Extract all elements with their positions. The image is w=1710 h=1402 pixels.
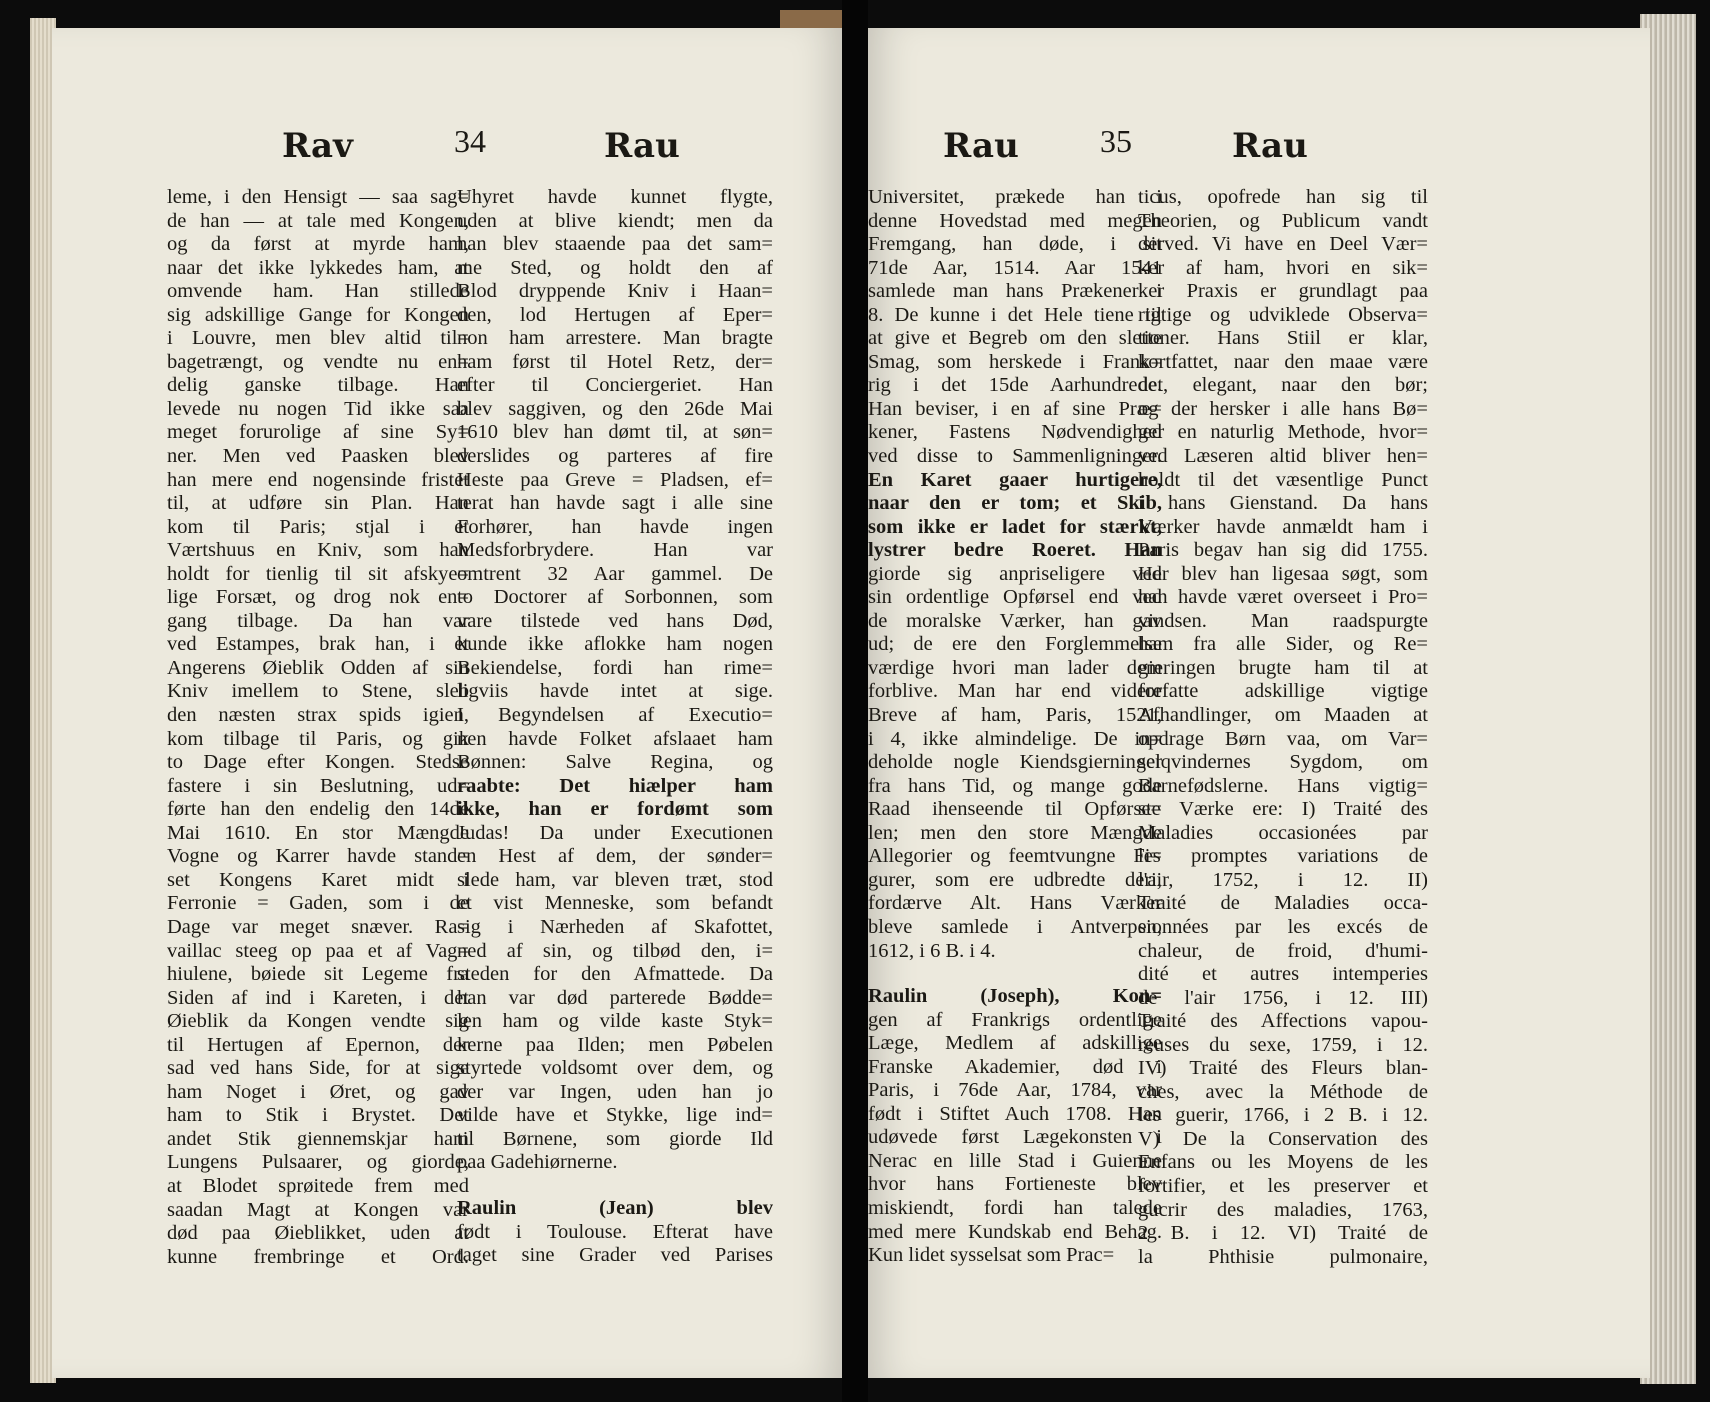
text-line: førte han den endelig den 14de: [167, 798, 469, 821]
text-line: ker Praxis er grundlagt paa: [1138, 280, 1428, 303]
text-line: Medsforbrydere. Han var: [457, 539, 773, 562]
text-line: me Sted, og holdt den af: [457, 256, 773, 279]
text-line: til Hertugen af Epernon, der: [167, 1033, 469, 1056]
text-line: sionnées par les excés de: [1138, 915, 1428, 938]
text-line: efter til Conciergeriet. Han: [457, 374, 773, 397]
text-line: denne Hovedstad med megen: [868, 209, 1162, 232]
text-line: at Blodet sprøitede frem med: [167, 1174, 469, 1197]
text-line: Breve af ham, Paris, 1521,: [868, 704, 1162, 727]
entry-raulin-jean-continued: [868, 186, 1162, 963]
text-line: kortfattet, naar den maae være: [1138, 350, 1428, 373]
text-line: Dage var meget snæver. Ra=: [167, 915, 469, 938]
left-page-column-2: [457, 186, 773, 1268]
text-line: Allegorier og feemtvungne Fi=: [868, 845, 1162, 868]
text-line: vare tilstede ved hans Død,: [457, 609, 773, 632]
text-line: ham først til Hotel Retz, der=: [457, 350, 773, 373]
text-line: Paris begav han sig did 1755.: [1138, 539, 1428, 562]
text-line: til, at udføre sin Plan. Han: [167, 492, 469, 515]
text-line: den, lod Hertugen af Eper=: [457, 303, 773, 326]
book-gutter: [842, 0, 868, 1402]
text-line: kom tilbage til Paris, og gik: [167, 727, 469, 750]
text-line: styrtede voldsomt over dem, og: [457, 1057, 773, 1080]
text-line: lige Forsæt, og drog nok en=: [167, 586, 469, 609]
text-line: steden for den Afmattede. Da: [457, 963, 773, 986]
text-line: sin ordentlige Opførsel end ved: [868, 586, 1162, 609]
text-line: kener, Fastens Nødvendighed: [868, 421, 1162, 444]
text-line: ticus, opofrede han sig til: [1138, 186, 1428, 208]
text-line: død paa Øieblikket, uden at: [167, 1222, 469, 1245]
text-line: Judas! Da under Executionen: [457, 821, 773, 844]
text-line: Her blev han ligesaa søgt, som: [1138, 562, 1428, 585]
text-line: la Phthisie pulmonaire,: [1138, 1245, 1428, 1268]
text-line: to Dage efter Kongen. Stedse: [167, 751, 469, 774]
text-line: omvende ham. Han stillede: [167, 280, 469, 303]
text-line: de l'air 1756, i 12. III): [1138, 986, 1428, 1009]
text-line: Paris, i 76de Aar, 1784, var: [868, 1079, 1162, 1102]
left-page-header-right: Rau: [604, 126, 680, 166]
text-line: ved Estampes, brak han, i et: [167, 633, 469, 656]
text-line: uden at blive kiendt; men da: [457, 209, 773, 232]
text-line: l'air, 1752, i 12. II): [1138, 868, 1428, 891]
text-line: giorde sig anpriseligere ved: [868, 562, 1162, 585]
text-line: derslides og parteres af fire: [457, 445, 773, 468]
text-line: omtrent 32 Aar gammel. De: [457, 562, 773, 585]
text-line: Raulin (Joseph), Kon=: [868, 985, 1162, 1008]
text-line: andet Stik giennemskjar ham: [167, 1127, 469, 1150]
text-line: non ham arrestere. Man bragte: [457, 327, 773, 350]
text-line: Barnefødslerne. Hans vigtig=: [1138, 774, 1428, 797]
text-line: Heste paa Greve = Pladsen, ef=: [457, 468, 773, 491]
text-line: lystrer bedre Roeret. Han: [868, 539, 1162, 562]
text-line: i 4, ikke almindelige. De in=: [868, 727, 1162, 750]
text-line: Smag, som herskede i Frank=: [868, 350, 1162, 373]
text-line: Kniv imellem to Stene, sleb: [167, 680, 469, 703]
text-line: med mere Kundskab end Behag.: [868, 1220, 1162, 1243]
text-line: Theorien, og Publicum vandt: [1138, 209, 1428, 232]
text-line: set Kongens Karet midt i: [167, 868, 469, 891]
text-line: 1612, i 6 B. i 4.: [868, 939, 996, 962]
text-line: deholde nogle Kiendsgierninger: [868, 751, 1162, 774]
text-line: Forhører, han havde ingen: [457, 515, 773, 538]
text-line: dité et autres intemperies: [1138, 963, 1428, 986]
text-line: hvor hans Fortieneste blev: [868, 1173, 1162, 1196]
text-line: Raad ihenseende til Opførse=: [868, 798, 1162, 821]
text-line: Ferronie = Gaden, som i de: [167, 892, 469, 915]
entry-raulin-jean: [457, 1197, 773, 1268]
text-line: taget sine Grader ved Parises: [457, 1244, 773, 1267]
text-line: fordærve Alt. Hans Værker: [868, 892, 1162, 915]
text-line: gen af Frankrigs ordentlige: [868, 1008, 1162, 1031]
text-line: slede ham, var bleven træt, stod: [457, 868, 773, 891]
text-line: Bekiendelse, fordi han rime=: [457, 656, 773, 679]
text-line: 71de Aar, 1514. Aar 1541: [868, 256, 1162, 279]
text-line: fra hans Tid, og mange gode: [868, 774, 1162, 797]
text-line: ned af sin, og tilbød den, i=: [457, 939, 773, 962]
text-line: ner. Men ved Paasken blev: [167, 445, 469, 468]
text-line: at give et Begreb om den slette: [868, 327, 1162, 350]
text-line: Uhyret havde kunnet flygte,: [457, 186, 773, 208]
text-line: Vogne og Karrer havde stand=: [167, 845, 469, 868]
text-line: og der hersker i alle hans Bø=: [1138, 397, 1428, 420]
text-line: ches, avec la Méthode de: [1138, 1080, 1428, 1103]
text-line: i hans Gienstand. Da hans: [1138, 492, 1428, 515]
text-line: derved. Vi have en Deel Vær=: [1138, 233, 1428, 256]
right-page: [868, 28, 1650, 1378]
text-line: udøvede først Lægekonsten i: [868, 1126, 1162, 1149]
text-line: chaleur, de froid, d'humi-: [1138, 939, 1428, 962]
text-line: ste Værke ere: I) Traité des: [1138, 798, 1428, 821]
text-line: og da først at myrde ham,: [167, 233, 469, 256]
text-line: gurer, som ere udbredte deri,: [868, 868, 1162, 891]
text-line: I Begyndelsen af Executio=: [457, 704, 773, 727]
text-line: En Karet gaaer hurtigere,: [868, 468, 1162, 491]
text-line: ikke, han er fordømt som: [457, 798, 773, 821]
text-line: forfatte adskillige vigtige: [1138, 680, 1428, 703]
text-line: gucrir des maladies, 1763,: [1138, 1198, 1428, 1221]
text-line: de han — at tale med Kongen,: [167, 209, 469, 232]
text-line: 1610 blev han dømt til, at søn=: [457, 421, 773, 444]
text-line: len; men den store Mængde: [868, 821, 1162, 844]
text-line: Fremgang, han døde, i sit: [868, 233, 1162, 256]
text-line: kunde ikke aflokke ham nogen: [457, 633, 773, 656]
text-line: i Louvre, men blev altid til=: [167, 327, 469, 350]
text-line: nen havde Folket afslaaet ham: [457, 727, 773, 750]
text-line: den næsten strax spids igien,: [167, 704, 469, 727]
text-line: saadan Magt at Kongen var: [167, 1198, 469, 1221]
text-line: Nerac en lille Stad i Guienne: [868, 1149, 1162, 1172]
text-line: som ikke er ladet for stærkt,: [868, 515, 1162, 538]
text-line: ker af ham, hvori en sik=: [1138, 256, 1428, 279]
left-page: [52, 28, 842, 1378]
text-line: født i Toulouse. Efterat have: [457, 1220, 773, 1243]
text-line: sad ved hans Side, for at sige: [167, 1057, 469, 1080]
text-line: opdrage Børn vaa, om Var=: [1138, 727, 1428, 750]
text-line: miskiendt, fordi han talede: [868, 1196, 1162, 1219]
text-line: fastere i sin Beslutning, ud=: [167, 774, 469, 797]
text-line: sig adskillige Gange for Kongen: [167, 303, 469, 326]
text-line: der var Ingen, uden han jo: [457, 1080, 773, 1103]
right-page-number: 35: [1100, 123, 1132, 159]
right-page-column-2: [1138, 186, 1428, 1269]
text-line: han havde været overseet i Pro=: [1138, 586, 1428, 609]
left-page-header-left: Rav: [282, 126, 353, 166]
text-line: det, elegant, naar den bør;: [1138, 374, 1428, 397]
text-line: kerne paa Ilden; men Pøbelen: [457, 1033, 773, 1056]
text-line: raabte: Det hiælper ham: [457, 774, 773, 797]
text-line: to Doctorer af Sorbonnen, som: [457, 586, 773, 609]
text-line: ud; de ere den Forglemmelse: [868, 633, 1162, 656]
text-line: Læge, Medlem af adskillige: [868, 1032, 1162, 1055]
text-line: ved Læseren altid bliver hen=: [1138, 445, 1428, 468]
text-line: Maladies occasionées par: [1138, 821, 1428, 844]
text-line: ved disse to Sammenligninger.: [868, 445, 1162, 468]
text-line: Raulin (Jean) blev: [457, 1196, 773, 1219]
text-line: født i Stiftet Auch 1708. Han: [868, 1102, 1162, 1125]
text-line: vaillac steeg op paa et af Vag=: [167, 939, 469, 962]
text-line: Blod dryppende Kniv i Haan=: [457, 280, 773, 303]
text-line: Traité de Maladies occa-: [1138, 892, 1428, 915]
text-line: de moralske Værker, han gav: [868, 609, 1162, 632]
text-line: les promptes variations de: [1138, 845, 1428, 868]
text-line: samlede man hans Prækener i: [868, 280, 1162, 303]
text-line: V) De la Conservation des: [1138, 1127, 1428, 1150]
text-line: les guerir, 1766, i 2 B. i 12.: [1138, 1104, 1428, 1127]
text-line: fortifier, et les preserver et: [1138, 1174, 1428, 1197]
left-page-column-1: [167, 186, 469, 1269]
text-line: delig ganske tilbage. Han: [167, 374, 469, 397]
text-line: Bønnen: Salve Regina, og: [457, 751, 773, 774]
text-line: Værker havde anmældt ham i: [1138, 515, 1428, 538]
text-line: Universitet, prækede han i: [868, 186, 1162, 208]
text-line: forblive. Man har end videre: [868, 680, 1162, 703]
text-line: Han beviser, i en af sine Præ=: [868, 397, 1162, 420]
text-line: han mere end nogensinde fristet: [167, 468, 469, 491]
text-line: naar det ikke lykkedes ham, at: [167, 256, 469, 279]
right-page-column-1: [868, 186, 1162, 1268]
text-line: kom til Paris; stjal i et: [167, 515, 469, 538]
text-line: leme, i den Hensigt — saa sag=: [167, 186, 469, 208]
text-line: rigtige og udviklede Observa=: [1138, 303, 1428, 326]
text-line: ham to Stik i Brystet. Det: [167, 1104, 469, 1127]
text-line: hiulene, bøiede sit Legeme fra: [167, 963, 469, 986]
text-line: holdt til det væsentlige Punct: [1138, 468, 1428, 491]
text-line: han blev staaende paa det sam=: [457, 233, 773, 256]
text-line: han var død parterede Bødde=: [457, 986, 773, 1009]
text-line: ham Noget i Øret, og gav: [167, 1080, 469, 1103]
text-line: 8. De kunne i det Hele tiene til: [868, 303, 1162, 326]
text-line: Franske Akademier, død i: [868, 1055, 1162, 1078]
text-line: terat han havde sagt i alle sine: [457, 492, 773, 515]
text-line: ger en naturlig Methode, hvor=: [1138, 421, 1428, 444]
right-page-header-right: Rau: [1232, 126, 1308, 166]
text-line: ham fra alle Sider, og Re=: [1138, 633, 1428, 656]
text-line: blev saggiven, og den 26de Mai: [457, 397, 773, 420]
text-line: vilde have et Stykke, lige ind=: [457, 1104, 773, 1127]
text-line: Kun lidet sysselsat som Prac=: [868, 1244, 1115, 1267]
left-page-number: 34: [454, 123, 486, 159]
text-line: paa Gadehiørnerne.: [457, 1151, 618, 1174]
text-line: Traité des Affections vapou-: [1138, 1010, 1428, 1033]
text-line: Enfans ou les Moyens de les: [1138, 1151, 1428, 1174]
text-line: bleve samlede i Antverpen,: [868, 915, 1162, 938]
entry-raulin-joseph: [868, 985, 1162, 1268]
text-line: holdt for tienlig til sit afskye=: [167, 562, 469, 585]
text-line: værdige hvori man lader dem: [868, 656, 1162, 679]
text-line: ligviis havde intet at sige.: [457, 680, 773, 703]
text-line: Afhandlinger, om Maaden at: [1138, 704, 1428, 727]
text-line: Angerens Øieblik Odden af sin: [167, 656, 469, 679]
entry-raulin-jean-preceding-text: [457, 186, 773, 1175]
text-line: til Børnene, som giorde Ild: [457, 1127, 773, 1150]
text-line: sig i Nærheden af Skafottet,: [457, 915, 773, 938]
text-line: et vist Menneske, som befandt: [457, 892, 773, 915]
text-line: reuses du sexe, 1759, i 12.: [1138, 1033, 1428, 1056]
text-line: levede nu nogen Tid ikke saa: [167, 397, 469, 420]
text-line: IV) Traité des Fleurs blan-: [1138, 1057, 1428, 1080]
text-line: Siden af ind i Kareten, i det: [167, 986, 469, 1009]
text-line: Øieblik da Kongen vendte sig: [167, 1010, 469, 1033]
text-line: gieringen brugte ham til at: [1138, 656, 1428, 679]
text-line: tioner. Hans Stiil er klar,: [1138, 327, 1428, 350]
text-line: kunne frembringe et Ord.: [167, 1245, 469, 1268]
text-line: Værtshuus en Kniv, som han: [167, 539, 469, 562]
text-line: Lungens Pulsaarer, og giorde,: [167, 1151, 469, 1174]
text-line: selqvindernes Sygdom, om: [1138, 751, 1428, 774]
text-line: meget forurolige af sine Sy=: [167, 421, 469, 444]
text-line: gang tilbage. Da han var: [167, 609, 469, 632]
text-line: len ham og vilde kaste Styk=: [457, 1010, 773, 1033]
right-page-header-left: Rau: [943, 126, 1019, 166]
book-cover-edge: [780, 10, 850, 28]
text-line: 2 B. i 12. VI) Traité de: [1138, 1222, 1428, 1245]
text-line: rig i det 15de Aarhundrede.: [868, 374, 1162, 397]
text-line: vindsen. Man raadspurgte: [1138, 609, 1428, 632]
text-line: naar den er tom; et Skib,: [868, 492, 1162, 515]
text-line: en Hest af dem, der sønder=: [457, 845, 773, 868]
text-line: Mai 1610. En stor Mængde: [167, 821, 469, 844]
text-line: bagetrængt, og vendte nu en=: [167, 350, 469, 373]
